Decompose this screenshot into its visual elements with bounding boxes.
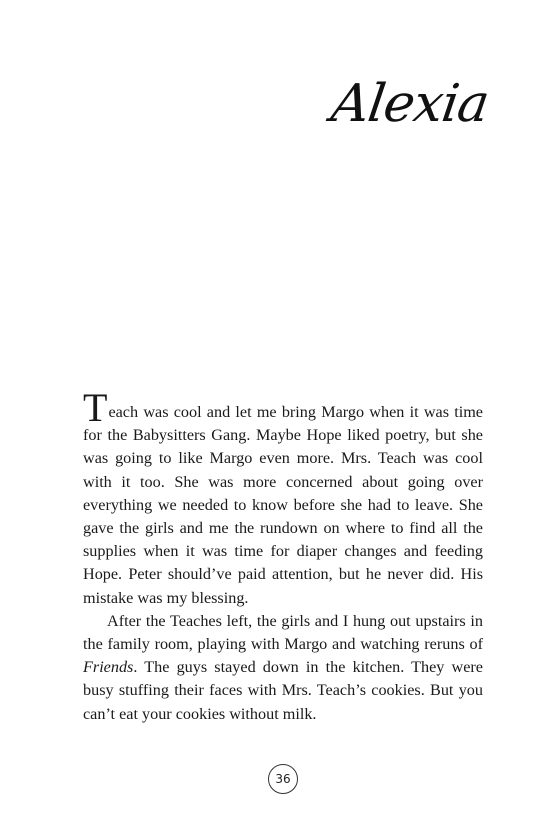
chapter-title: Alexia: [327, 74, 493, 134]
paragraph-2-text-after: . The guys stayed down in the kitchen. They were busy stuffing their faces with Mrs. Teach’s cookies. But you can’t eat your cookies without milk.: [83, 658, 483, 723]
paragraph-2-italic-title: Friends: [83, 658, 134, 677]
paragraph-2-text-before: After the Teaches left, the girls and I hung out upstairs in the family room, playing with Margo and watching reruns of: [83, 611, 483, 654]
page-number: 36: [268, 764, 298, 794]
drop-cap: T: [83, 385, 108, 430]
paragraph-1: [83, 385, 483, 610]
paragraph-1-text: each was cool and let me bring Margo when it was time for the Babysitters Gang. Maybe Hope liked poetry, but she was going to like Margo even more. Mrs. Teach was cool with it too. She was more concerned about going over everything we needed to know before she had to leave. She gave the girls and me the rundown on where to find all the supplies when it was time for diaper changes and feeding Hope. Peter should’ve paid attention, but he never did. His mistake was my blessing.: [83, 403, 483, 607]
body-text: [83, 385, 483, 726]
paragraph-2: [83, 610, 483, 726]
